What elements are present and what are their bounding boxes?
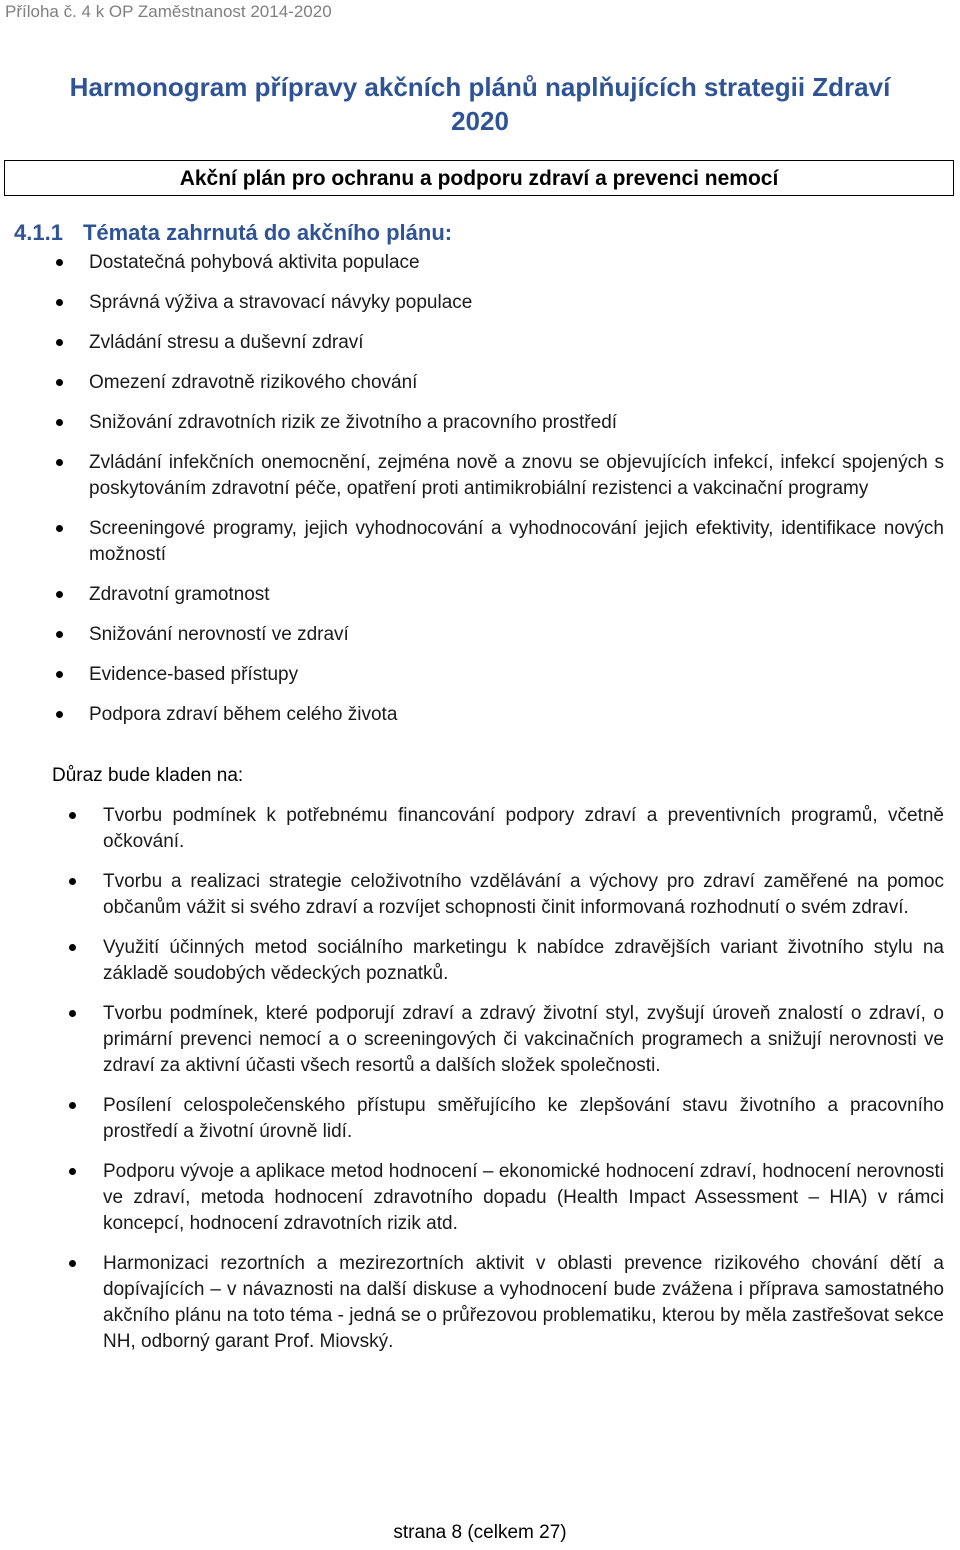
emphasis-label: Důraz bude kladen na: (52, 765, 244, 786)
list-item: Tvorbu podmínek k potřebnému financování podpory zdraví a preventivních programů, včetně očkování. (68, 803, 944, 855)
list-item: Správná výživa a stravovací návyky populace (55, 290, 944, 316)
list-item: Podpora zdraví během celého života (55, 702, 944, 728)
list-item: Podporu vývoje a aplikace metod hodnocení – ekonomické hodnocení zdraví, hodnocení nerovnosti ve zdraví, metoda hodnocení zdravotního dopadu (Health Impact Assessment – HIA) v rámci koncepcí, hodnocení zdravotních rizik atd. (68, 1159, 944, 1237)
list-item: Využití účinných metod sociálního marketingu k nabídce zdravějších variant životního stylu na základě soudobých vědeckých poznatků. (68, 935, 944, 987)
topic-list (55, 250, 944, 728)
page-title-line-2: 2020 (451, 106, 509, 136)
section-heading (14, 220, 452, 246)
subtitle-box: Akční plán pro ochranu a podporu zdraví a prevenci nemocí (4, 160, 954, 196)
section-number: 4.1.1 (14, 220, 63, 245)
page-footer: strana 8 (celkem 27) (393, 1522, 567, 1543)
list-item: Snižování nerovností ve zdraví (55, 622, 944, 648)
list-item: Screeningové programy, jejich vyhodnocování a vyhodnocování jejich efektivity, identifikace nových možností (55, 516, 944, 568)
list-item: Harmonizaci rezortních a mezirezortních aktivit v oblasti prevence rizikového chování dětí a dopívajících – v návaznosti na další diskuse a vyhodnocení bude zvážena i příprava samostatného akčního plánu na toto téma - jedná se o průřezovou problematiku, kterou by měla zastřešovat sekce NH, odborný garant Prof. Miovský. (68, 1251, 944, 1355)
page-title-line-1: Harmonogram přípravy akčních plánů naplňujících strategii Zdraví (69, 72, 891, 102)
list-item: Omezení zdravotně rizikového chování (55, 370, 944, 396)
list-item: Dostatečná pohybová aktivita populace (55, 250, 944, 276)
list-item: Zdravotní gramotnost (55, 582, 944, 608)
section-title: Témata zahrnutá do akčního plánu: (82, 220, 453, 245)
list-item: Tvorbu podmínek, které podporují zdraví a zdravý životní styl, zvyšují úroveň znalostí o zdraví, o primární prevenci nemocí a o screeningových či vakcinačních programech a snižují nerovnosti ve zdraví za aktivní účasti všech resortů a dalších složek společnosti. (68, 1001, 944, 1079)
list-item: Evidence-based přístupy (55, 662, 944, 688)
header-note: Příloha č. 4 k OP Zaměstnanost 2014-2020 (5, 2, 332, 21)
list-item: Zvládání infekčních onemocnění, zejména nově a znovu se objevujících infekcí, infekcí spojených s poskytováním zdravotní péče, opatření proti antimikrobiální rezistenci a vakcinační programy (55, 450, 944, 502)
page-title (18, 70, 942, 138)
emphasis-list (68, 803, 944, 1355)
list-item: Snižování zdravotních rizik ze životního a pracovního prostředí (55, 410, 944, 436)
list-item: Tvorbu a realizaci strategie celoživotního vzdělávání a výchovy pro zdraví zaměřené na pomoc občanům vážit si svého zdraví a rozvíjet schopnosti činit informovaná rozhodnutí o svém zdraví. (68, 869, 944, 921)
list-item: Zvládání stresu a duševní zdraví (55, 330, 944, 356)
list-item: Posílení celospolečenského přístupu směřujícího ke zlepšování stavu životního a pracovního prostředí a životní úrovně lidí. (68, 1093, 944, 1145)
